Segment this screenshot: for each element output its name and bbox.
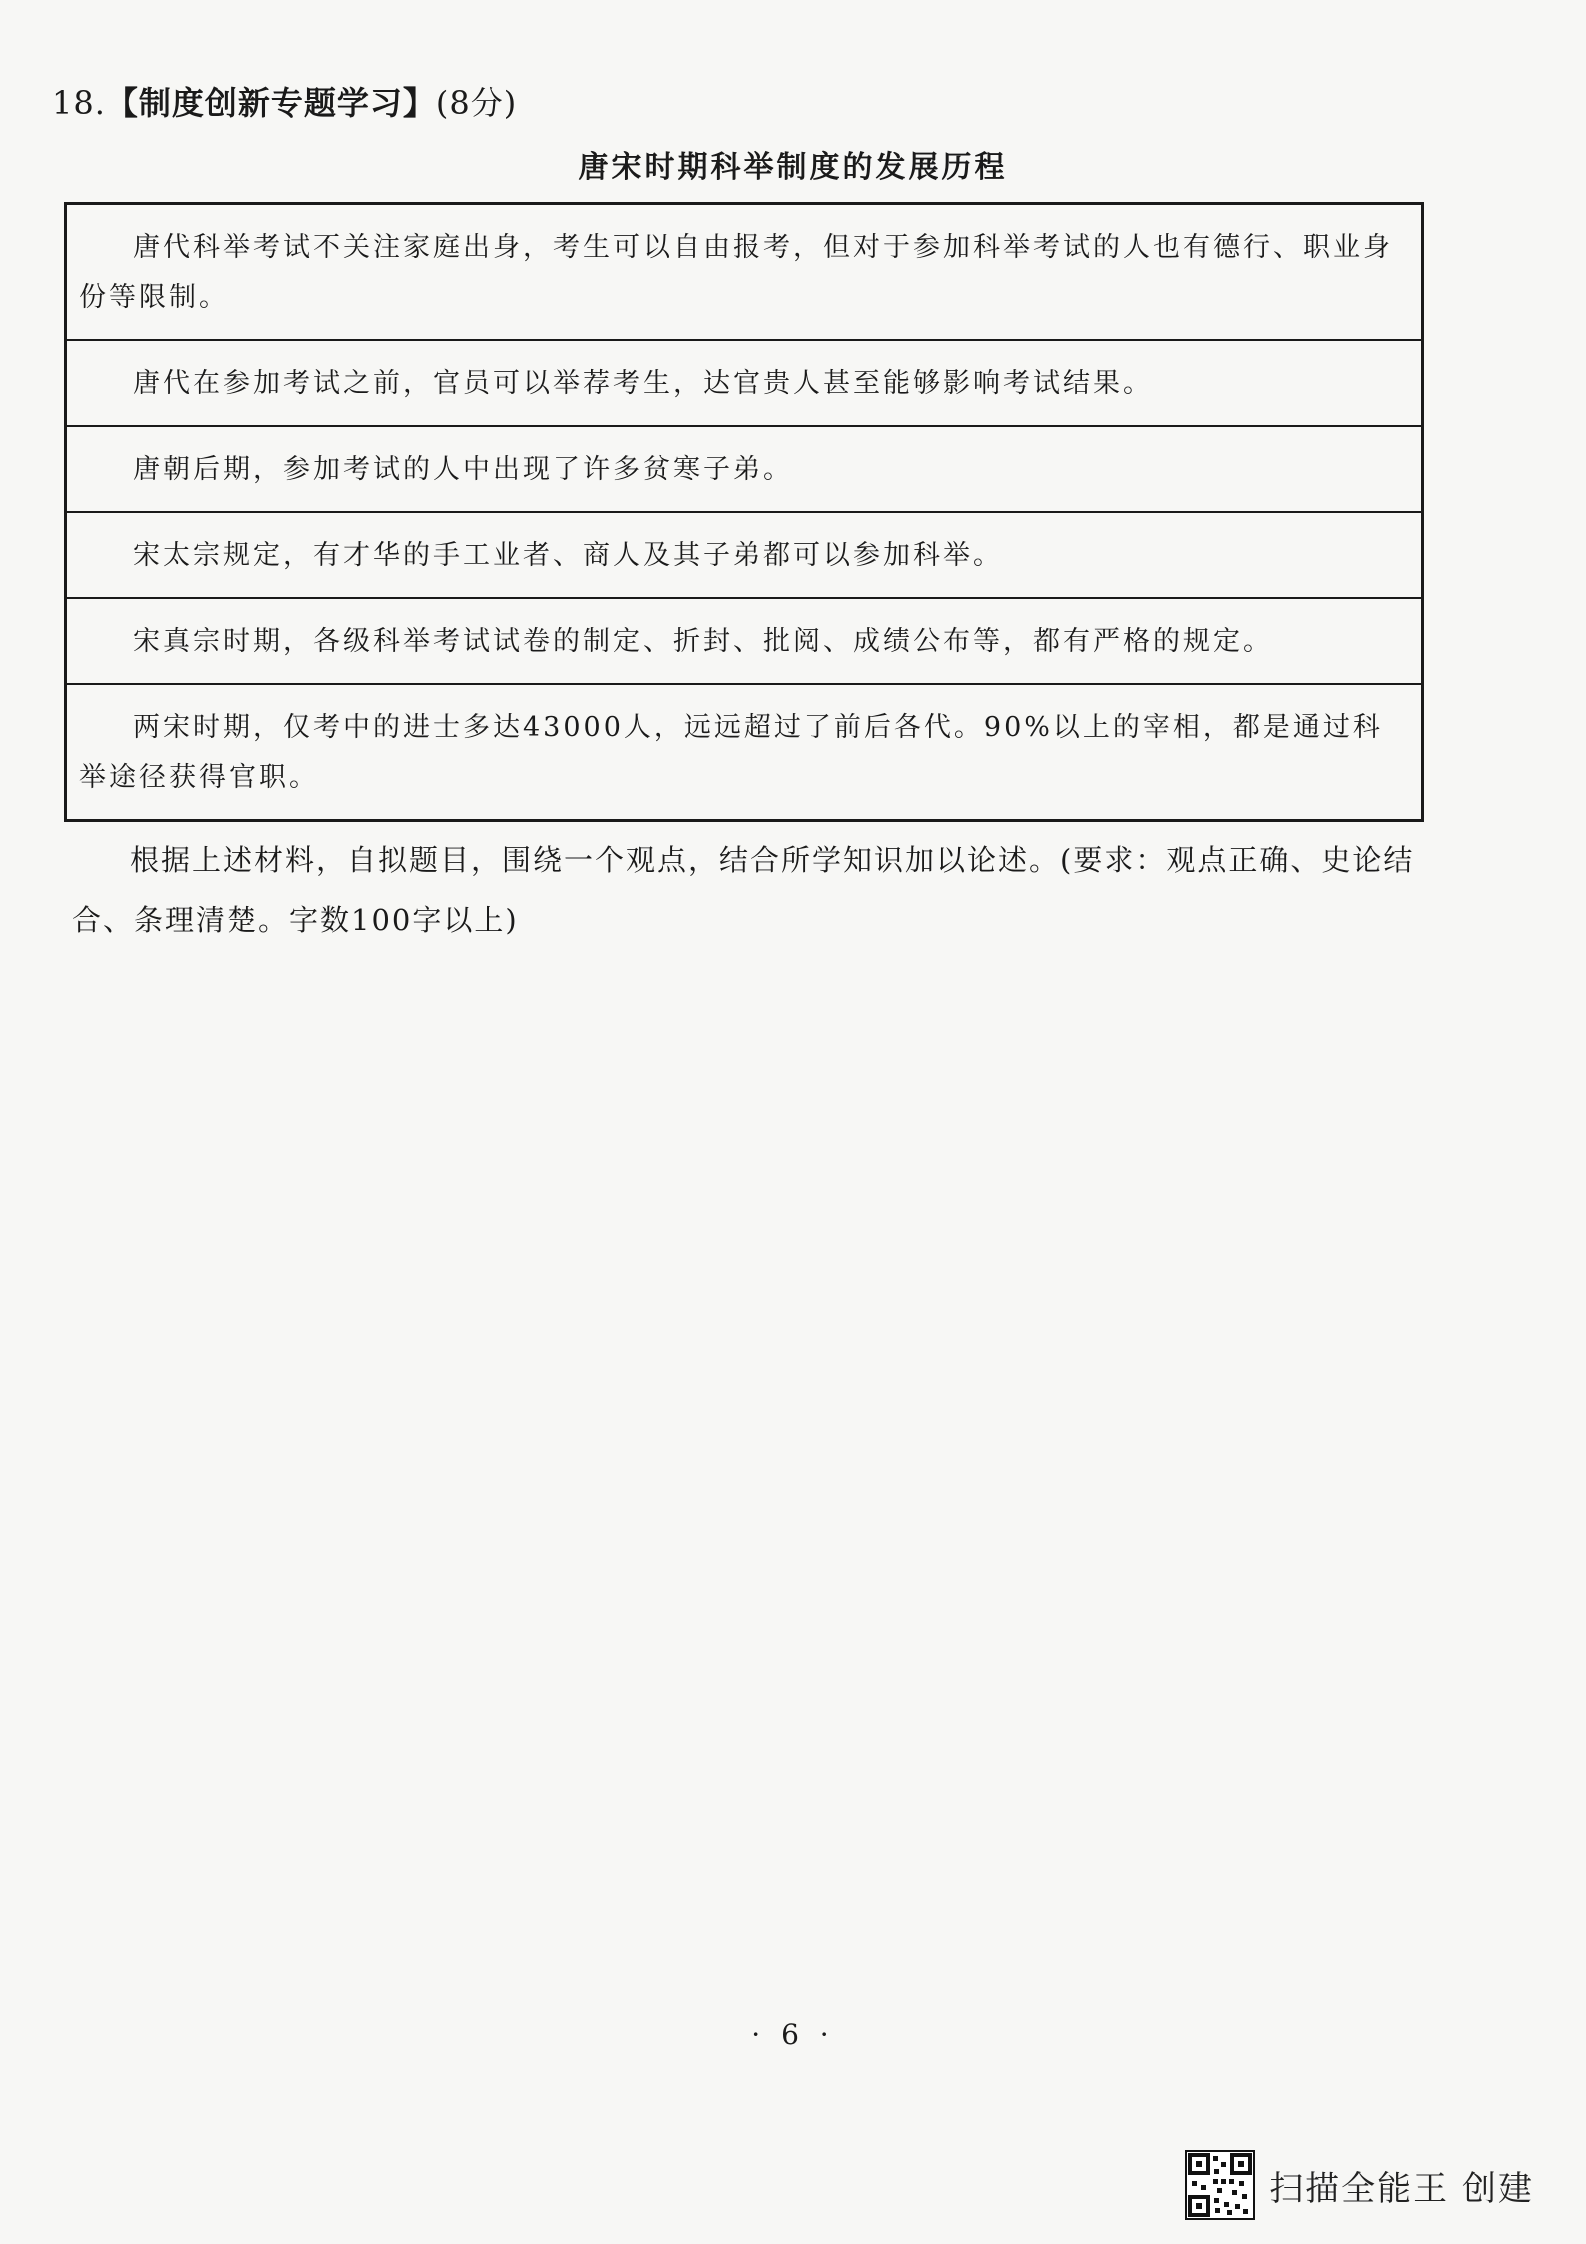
question-header [52,78,517,124]
material-row: 宋真宗时期，各级科举考试试卷的制定、折封、批阅、成绩公布等，都有严格的规定。 [67,599,1421,685]
question-prompt: 根据上述材料，自拟题目，围绕一个观点，结合所学知识加以论述。(要求：观点正确、史论结合、条理清楚。字数100字以上) [72,843,1415,937]
material-row: 唐朝后期，参加考试的人中出现了许多贫寒子弟。 [67,427,1421,513]
material-row: 宋太宗规定，有才华的手工业者、商人及其子弟都可以参加科举。 [67,513,1421,599]
question-number: 18. [52,84,106,122]
material-table [64,202,1424,822]
material-table-title: 唐宋时期科举制度的发展历程 [578,150,1008,185]
watermark-text: 扫描全能王 创建 [1269,2168,1534,2209]
question-topic: 【制度创新专题学习】 [105,84,436,122]
material-row: 唐代科举考试不关注家庭出身，考生可以自由报考，但对于参加科举考试的人也有德行、职业身份等限制。 [67,205,1421,341]
page-number: · 6 · [751,2018,835,2051]
question-score: (8分) [435,84,518,122]
scanner-watermark [1185,2150,1534,2220]
material-row: 两宋时期，仅考中的进士多达43000人，远远超过了前后各代。90%以上的宰相，都是通过科举途径获得官职。 [79,712,1383,793]
material-row: 唐代在参加考试之前，官员可以举荐考生，达官贵人甚至能够影响考试结果。 [67,341,1421,427]
qr-code-icon [1185,2150,1255,2220]
